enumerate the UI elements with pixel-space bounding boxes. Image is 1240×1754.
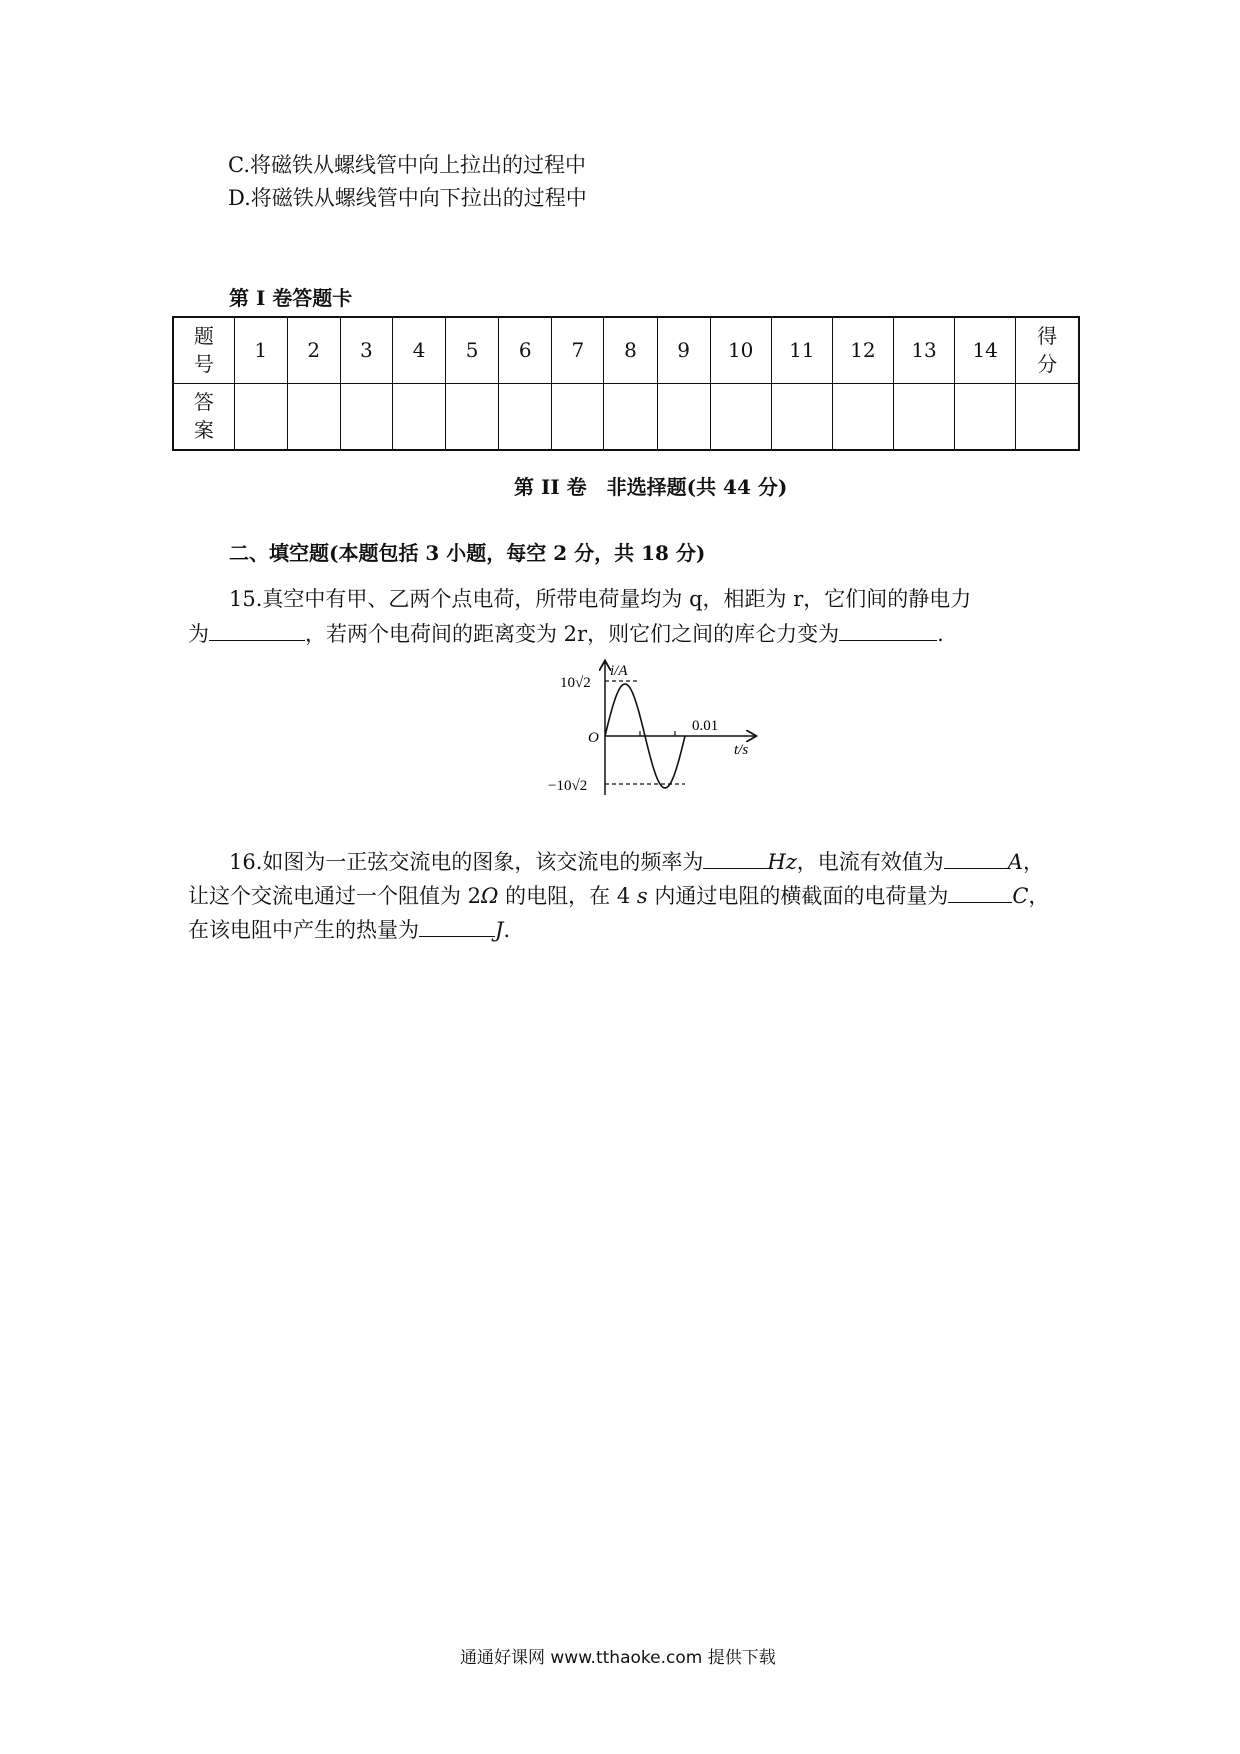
q16-text: 让这个交流电通过一个阻值为 2	[188, 884, 482, 908]
q16-unit: Hz	[767, 850, 797, 874]
sine-graph	[540, 658, 760, 798]
q16-line3	[188, 914, 510, 945]
q15-text: ，若两个电荷间的距离变为 2r，则它们之间的库仑力变为	[305, 622, 840, 646]
q16-blank-current[interactable]	[944, 846, 1008, 869]
q16-text: ，	[1028, 884, 1050, 908]
y-max-label: 10√2	[560, 675, 591, 691]
q16-text: .	[503, 918, 511, 942]
q16-line2	[188, 880, 1049, 911]
question-number: 3	[340, 317, 392, 383]
score-label	[1016, 317, 1079, 383]
q16-line1	[229, 846, 1044, 877]
q16-unit: C	[1012, 884, 1029, 908]
score-label-char: 分	[1037, 352, 1058, 377]
answer-cell[interactable]	[955, 383, 1016, 450]
q15-text: .	[937, 622, 944, 646]
answer-cell[interactable]	[710, 383, 771, 450]
question-number: 10	[710, 317, 771, 383]
q15-blank-2[interactable]	[839, 618, 937, 641]
answer-cell[interactable]	[446, 383, 499, 450]
answer-cell[interactable]	[832, 383, 893, 450]
answer-cell[interactable]	[552, 383, 604, 450]
q16-unit: A	[1007, 850, 1023, 874]
q16-blank-frequency[interactable]	[703, 846, 767, 869]
question-number: 8	[604, 317, 657, 383]
y-axis-label: i/A	[610, 663, 628, 679]
q16-blank-heat[interactable]	[419, 914, 495, 937]
answer-card-answer-row	[173, 383, 1079, 450]
question-number: 12	[832, 317, 893, 383]
answer-cell[interactable]	[893, 383, 954, 450]
score-label-char: 得	[1037, 324, 1058, 349]
question-number: 7	[552, 317, 604, 383]
answer-cell[interactable]	[604, 383, 657, 450]
q16-unit: J	[495, 918, 504, 942]
question-number: 13	[893, 317, 954, 383]
row-label-question-no	[173, 317, 234, 383]
answer-card-number-row	[173, 317, 1079, 383]
footer-text: 通通好课网 www.tthaoke.com 提供下载	[460, 1648, 776, 1668]
q16-text: ，	[1022, 850, 1044, 874]
question-number: 11	[771, 317, 832, 383]
answer-cell[interactable]	[287, 383, 340, 450]
option-d: D.将磁铁从螺线管中向下拉出的过程中	[228, 186, 587, 210]
y-min-label: −10√2	[548, 778, 588, 794]
q16-text: 的电阻，在 4	[498, 884, 637, 908]
question-number: 2	[287, 317, 340, 383]
question-number: 14	[955, 317, 1016, 383]
q16-unit: Ω	[481, 884, 499, 908]
question-number: 5	[446, 317, 499, 383]
q15-line1: 15.真空中有甲、乙两个点电荷，所带电荷量均为 q，相距为 r，它们间的静电力	[229, 587, 972, 611]
q16-unit: s	[636, 884, 648, 908]
row-label-char: 案	[193, 418, 214, 443]
q15-line2	[188, 618, 944, 649]
question-number: 4	[392, 317, 445, 383]
answer-cell[interactable]	[234, 383, 287, 450]
q16-text: 内通过电阻的横截面的电荷量为	[647, 884, 949, 908]
q16-blank-charge[interactable]	[948, 880, 1012, 903]
x-axis-label: t/s	[734, 742, 749, 758]
score-cell[interactable]	[1016, 383, 1079, 450]
origin-label: O	[588, 730, 599, 746]
answer-card-table	[172, 316, 1080, 451]
q16-text: 在该电阻中产生的热量为	[188, 918, 419, 942]
q16-text: 16.如图为一正弦交流电的图象，该交流电的频率为	[229, 850, 704, 874]
answer-cell[interactable]	[657, 383, 710, 450]
q15-text: 为	[188, 622, 209, 646]
q16-text: ，电流有效值为	[796, 850, 944, 874]
option-c: C.将磁铁从螺线管中向上拉出的过程中	[228, 153, 586, 177]
answer-cell[interactable]	[340, 383, 392, 450]
question-number: 1	[234, 317, 287, 383]
part2-title: 第 II 卷 非选择题(共 44 分)	[514, 475, 788, 499]
row-label-char: 答	[193, 390, 214, 415]
row-label-answer	[173, 383, 234, 450]
row-label-char: 号	[193, 352, 214, 377]
answer-card-title: 第 I 卷答题卡	[229, 286, 353, 310]
q15-blank-1[interactable]	[209, 618, 305, 641]
answer-cell[interactable]	[499, 383, 552, 450]
question-number: 9	[657, 317, 710, 383]
section-title: 二、填空题(本题包括 3 小题，每空 2 分，共 18 分)	[229, 541, 706, 565]
row-label-char: 题	[193, 324, 214, 349]
answer-cell[interactable]	[771, 383, 832, 450]
question-number: 6	[499, 317, 552, 383]
answer-cell[interactable]	[392, 383, 445, 450]
period-label: 0.01	[692, 718, 719, 734]
